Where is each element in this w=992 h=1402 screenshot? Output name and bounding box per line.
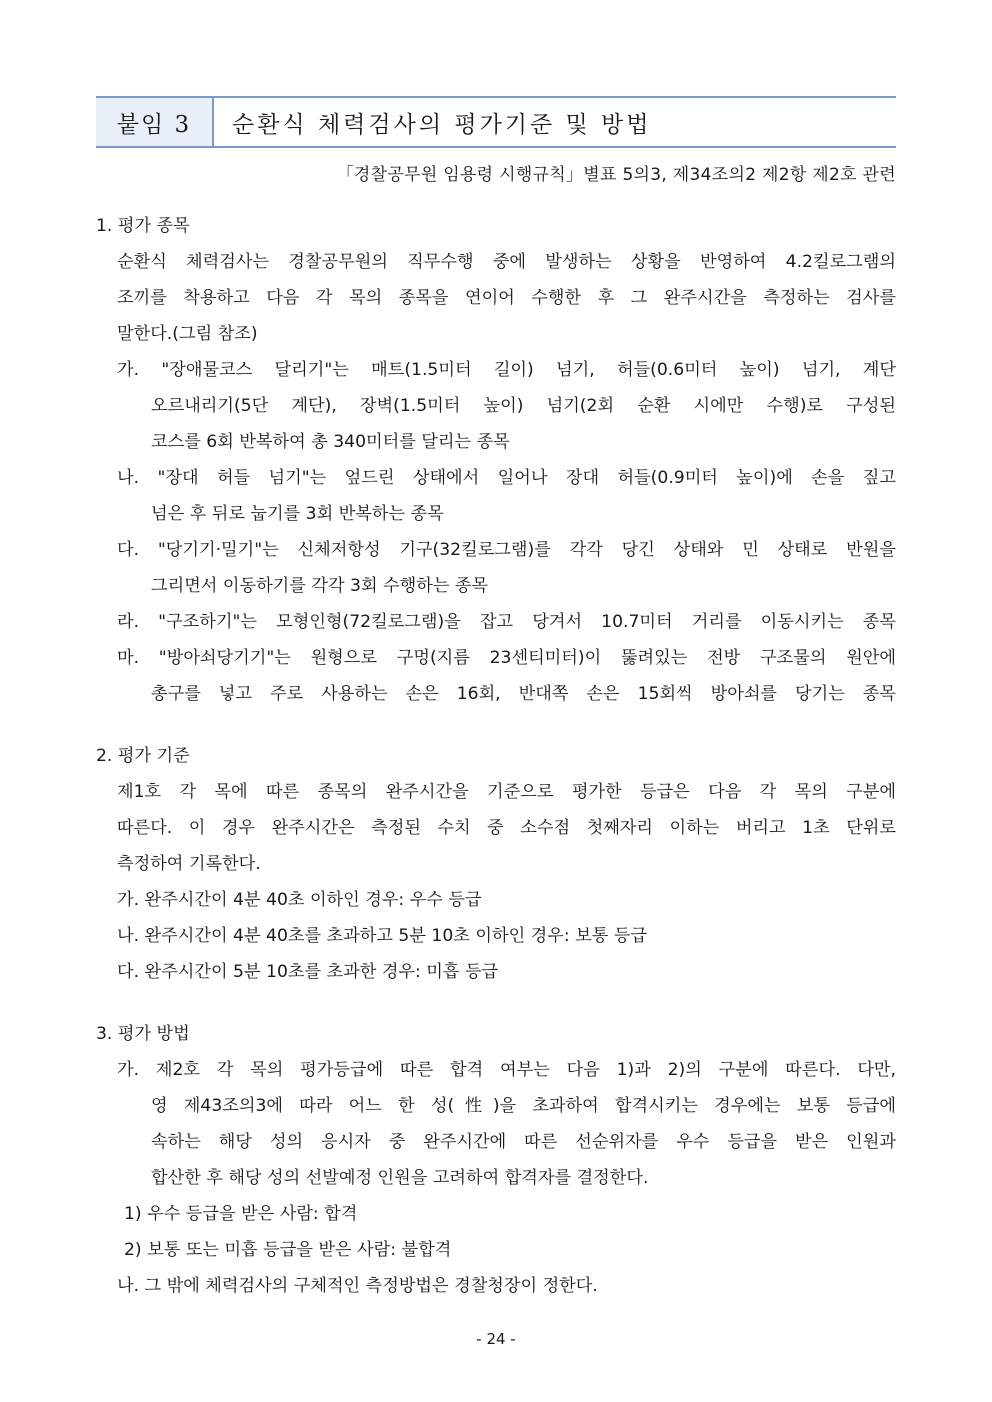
list-item-ga-cont: 영 제43조의3에 따라 어느 한 성(性)을 초과하여 합격시키는 경우에는 보통 등급에	[151, 1096, 896, 1116]
list-item-ga-cont: 속하는 해당 성의 응시자 중 완주시간에 따른 선순위자를 우수 등급을 받은 인원과	[151, 1132, 896, 1152]
page-number: - 24 -	[476, 1330, 516, 1348]
paragraph-line: 조끼를 착용하고 다음 각 목의 종목을 연이어 수행한 후 그 완주시간을 측정하는 검사를	[117, 288, 896, 308]
paragraph-line: 측정하여 기록한다.	[117, 854, 261, 874]
list-item-na: 나. 그 밖에 체력검사의 구체적인 측정방법은 경찰청장이 정한다.	[117, 1276, 598, 1296]
paragraph-line: 따른다. 이 경우 완주시간은 측정된 수치 중 소수점 첫째자리 이하는 버리고 1초 단위로	[117, 818, 896, 838]
list-item-na-cont: 넘은 후 뒤로 눕기를 3회 반복하는 종목	[151, 504, 444, 524]
annex-title: 순환식 체력검사의 평가기준 및 방법	[232, 111, 652, 138]
list-item-ma: 마. "방아쇠당기기"는 원형으로 구멍(지름 23센티미터)이 뚫려있는 전방 구조물의 원안에	[117, 648, 896, 668]
annex-header	[96, 96, 896, 148]
document-body	[96, 208, 896, 1304]
list-item-na: 나. 완주시간이 4분 40초를 초과하고 5분 10초 이하인 경우: 보통 등급	[117, 926, 647, 946]
numbered-item-2: 2) 보통 또는 미흡 등급을 받은 사람: 불합격	[124, 1240, 452, 1260]
list-item-ga: 가. 완주시간이 4분 40초 이하인 경우: 우수 등급	[117, 890, 482, 910]
paragraph-line: 제1호 각 목에 따른 종목의 완주시간을 기준으로 평가한 등급은 다음 각 목의 구분에	[117, 782, 896, 802]
list-item-ga: 가. "장애물코스 달리기"는 매트(1.5미터 길이) 넘기, 허들(0.6미터 높이) 넘기, 계단	[117, 360, 896, 380]
list-item-ga: 가. 제2호 각 목의 평가등급에 따른 합격 여부는 다음 1)과 2)의 구분에 따른다. 다만,	[117, 1060, 896, 1080]
numbered-item-1: 1) 우수 등급을 받은 사람: 합격	[124, 1204, 358, 1224]
paragraph-line: 말한다.(그림 참조)	[117, 324, 258, 344]
annex-label: 붙임 3	[96, 98, 214, 146]
section-heading: 3. 평가 방법	[96, 1024, 190, 1044]
list-item-ga-cont: 합산한 후 해당 성의 선발예정 인원을 고려하여 합격자를 결정한다.	[151, 1168, 649, 1188]
list-item-da-cont: 그리면서 이동하기를 각각 3회 수행하는 종목	[151, 576, 489, 596]
section-heading: 1. 평가 종목	[96, 216, 190, 236]
list-item-ma-cont: 총구를 넣고 주로 사용하는 손은 16회, 반대쪽 손은 15회씩 방아쇠를 당기는 종목	[151, 684, 896, 704]
list-item-da: 다. 완주시간이 5분 10초를 초과한 경우: 미흡 등급	[117, 962, 499, 982]
list-item-ra: 라. "구조하기"는 모형인형(72킬로그램)을 잡고 당겨서 10.7미터 거리를 이동시키는 종목	[117, 612, 896, 632]
paragraph-line: 순환식 체력검사는 경찰공무원의 직무수행 중에 발생하는 상황을 반영하여 4.2킬로그램의	[117, 252, 896, 272]
list-item-ga-cont: 코스를 6회 반복하여 총 340미터를 달리는 종목	[151, 432, 510, 452]
list-item-da: 다. "당기기·밀기"는 신체저항성 기구(32킬로그램)를 각각 당긴 상태와 민 상태로 반원을	[117, 540, 896, 560]
list-item-na: 나. "장대 허들 넘기"는 엎드린 상태에서 일어나 장대 허들(0.9미터 높이)에 손을 짚고	[117, 468, 896, 488]
legal-reference: 「경찰공무원 임용령 시행규칙」별표 5의3, 제34조의2 제2항 제2호 관련	[336, 165, 896, 185]
list-item-ga-cont: 오르내리기(5단 계단), 장벽(1.5미터 높이) 넘기(2회 순환 시에만 수행)로 구성된	[151, 396, 896, 416]
section-heading: 2. 평가 기준	[96, 746, 190, 766]
